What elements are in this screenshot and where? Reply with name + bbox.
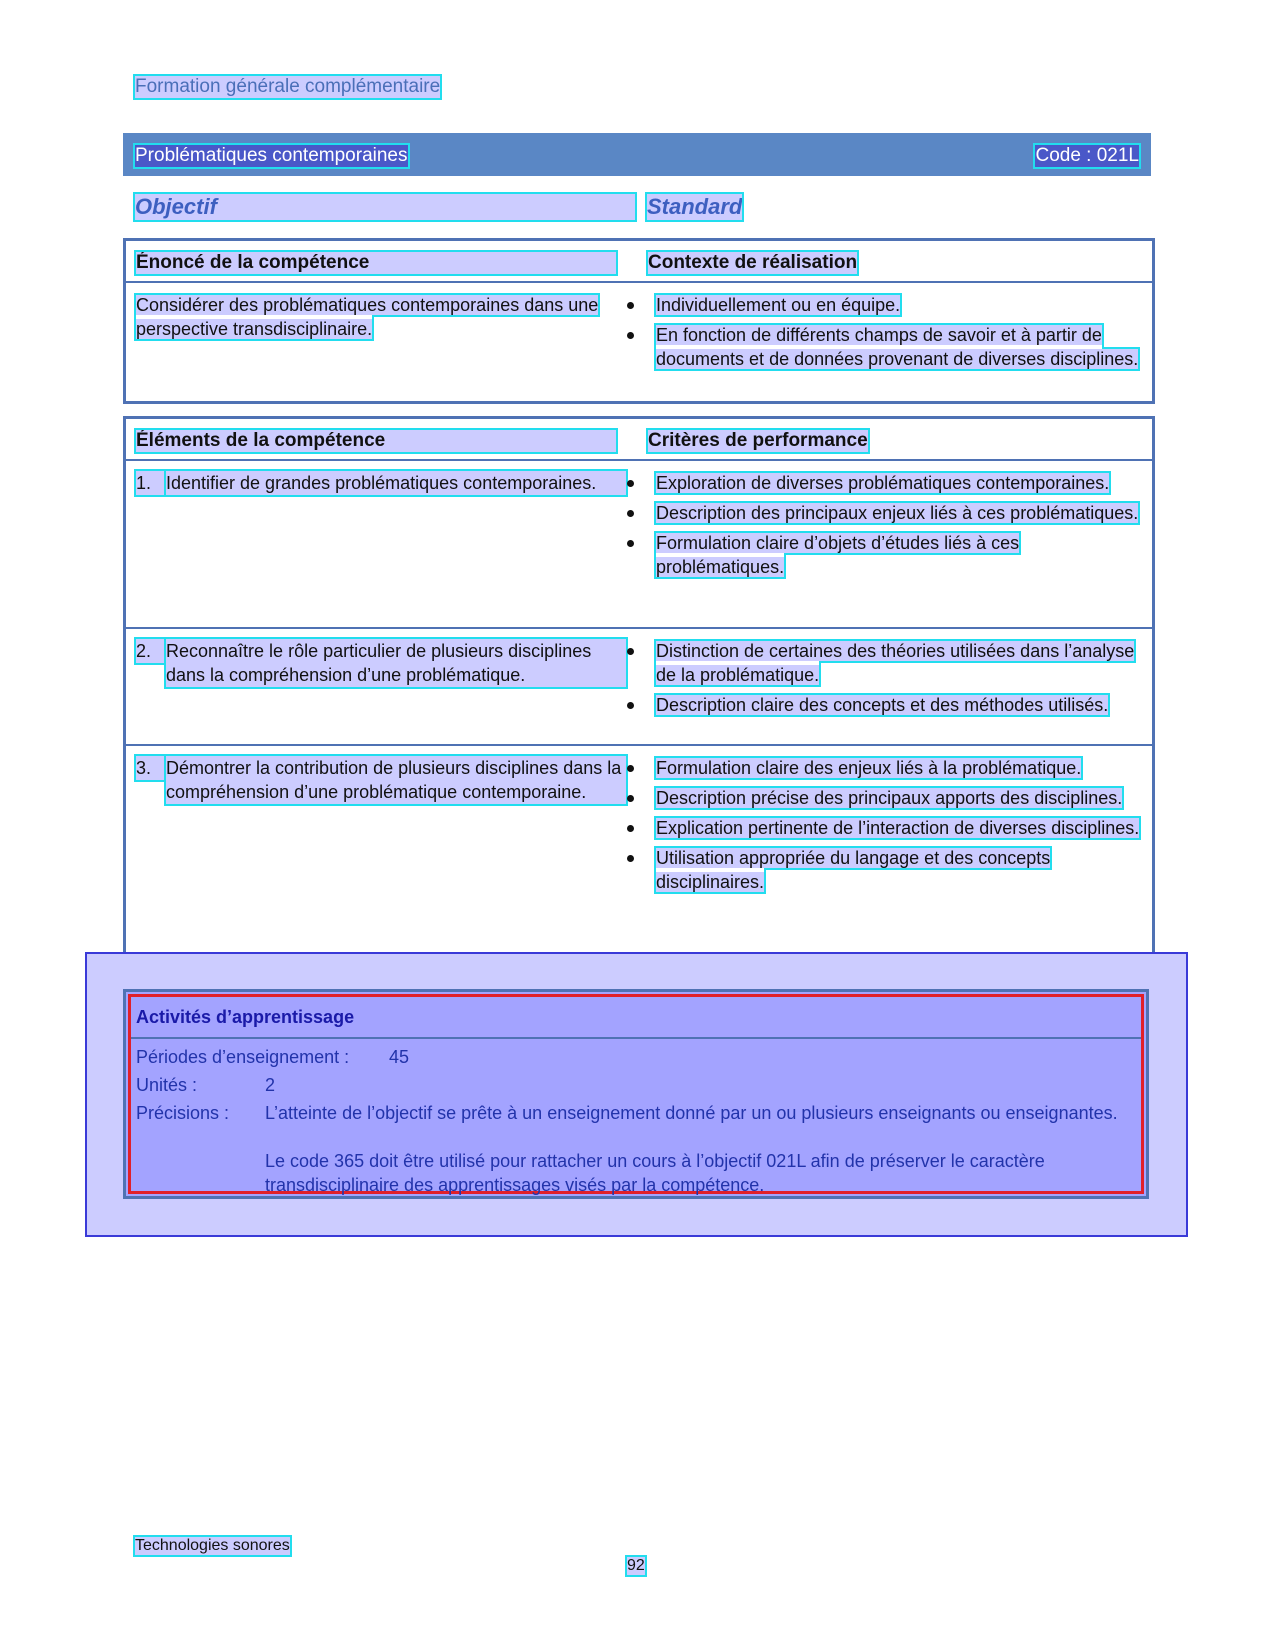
elements-header: Éléments de la compétence xyxy=(136,430,616,452)
periods-label: Périodes d’enseignement : xyxy=(136,1047,350,1067)
competence-table-header xyxy=(126,241,1152,283)
table-row xyxy=(126,746,1152,966)
bullet-icon xyxy=(626,471,636,493)
page-number: 92 xyxy=(627,1557,645,1574)
criterion-text: Explication pertinente de l’interaction de diverses disciplines. xyxy=(656,818,1140,838)
bullet-icon xyxy=(626,846,636,868)
precision-text-2: Le code 365 doit être utilisé pour rattacher un cours à l’objectif 021L afin de préserver le caractère transdisciplinaire des apprentissages visés par la compétence. xyxy=(265,1151,1045,1195)
element-text: Identifier de grandes problématiques contemporaines. xyxy=(166,471,626,495)
criterion-text: Description des principaux enjeux liés à ces problématiques. xyxy=(656,503,1139,523)
context-header: Contexte de réalisation xyxy=(648,252,858,273)
statement-header: Énoncé de la compétence xyxy=(136,252,616,274)
footer-program: Technologies sonores xyxy=(135,1537,290,1554)
element-text: Démontrer la contribution de plusieurs disciplines dans la compréhension d’une problématique contemporaine. xyxy=(166,756,626,804)
bullet-icon xyxy=(626,786,636,808)
context-item: En fonction de différents champs de savoir et à partir de documents et de données provenant de diverses disciplines. xyxy=(656,325,1139,369)
competence-table xyxy=(123,238,1155,404)
criteria-header: Critères de performance xyxy=(648,430,868,451)
bullet-icon xyxy=(626,323,636,345)
criterion-text: Formulation claire d’objets d’études liés à ces problématiques. xyxy=(656,533,1020,577)
bullet-icon xyxy=(626,501,636,523)
criterion-text: Distinction de certaines des théories utilisées dans l’analyse de la problématique. xyxy=(656,641,1135,685)
bullet-icon xyxy=(626,293,636,315)
list-item xyxy=(626,531,1146,579)
periods-value: 45 xyxy=(389,1047,410,1067)
bullet-icon xyxy=(626,816,636,838)
row-number: 2. xyxy=(136,639,164,663)
activities-header xyxy=(131,997,1141,1039)
list-item xyxy=(626,471,1146,495)
row-number: 1. xyxy=(136,471,164,495)
standard-label: Standard xyxy=(647,194,743,219)
list-item xyxy=(626,756,1146,780)
section-title: Formation générale complémentaire xyxy=(135,76,441,97)
precisions-label: Précisions : xyxy=(136,1103,230,1123)
elements-table-header xyxy=(126,419,1152,461)
criterion-text: Exploration de diverses problématiques contemporaines. xyxy=(656,473,1110,493)
units-label: Unités : xyxy=(136,1075,198,1095)
course-title: Problématiques contemporaines xyxy=(135,145,408,166)
criterion-text: Formulation claire des enjeux liés à la problématique. xyxy=(656,758,1082,778)
list-item xyxy=(626,816,1146,840)
precision-text-1: L’atteinte de l’objectif se prête à un enseignement donné par un ou plusieurs enseignants ou enseignantes. xyxy=(265,1103,1118,1123)
activities-title: Activités d’apprentissage xyxy=(136,1007,355,1027)
competence-statement: Considérer des problématiques contemporaines dans une perspective transdisciplinaire. xyxy=(136,295,599,339)
criterion-text: Description précise des principaux apports des disciplines. xyxy=(656,788,1123,808)
table-row xyxy=(126,629,1152,746)
competence-row xyxy=(126,283,1152,398)
context-item: Individuellement ou en équipe. xyxy=(656,295,901,315)
units-value: 2 xyxy=(265,1075,276,1095)
list-item xyxy=(626,293,1146,317)
criterion-text: Utilisation appropriée du langage et des concepts disciplinaires. xyxy=(656,848,1051,892)
elements-table xyxy=(123,416,1155,973)
list-item xyxy=(626,639,1146,687)
criterion-text: Description claire des concepts et des méthodes utilisés. xyxy=(656,695,1109,715)
table-row xyxy=(126,461,1152,629)
list-item xyxy=(626,323,1146,371)
course-code: Code : 021L xyxy=(1035,145,1139,166)
bullet-icon xyxy=(626,531,636,553)
bullet-icon xyxy=(626,639,636,661)
activities-table xyxy=(123,989,1149,1199)
element-text: Reconnaître le rôle particulier de plusieurs disciplines dans la compréhension d’une problématique. xyxy=(166,639,626,687)
list-item xyxy=(626,786,1146,810)
bullet-icon xyxy=(626,756,636,778)
list-item xyxy=(626,693,1146,717)
course-title-bar xyxy=(123,133,1151,176)
bullet-icon xyxy=(626,693,636,715)
objective-label: Objectif xyxy=(135,194,635,220)
list-item xyxy=(626,846,1146,894)
activities-frame xyxy=(128,994,1144,1194)
list-item xyxy=(626,501,1146,525)
row-number: 3. xyxy=(136,756,164,780)
